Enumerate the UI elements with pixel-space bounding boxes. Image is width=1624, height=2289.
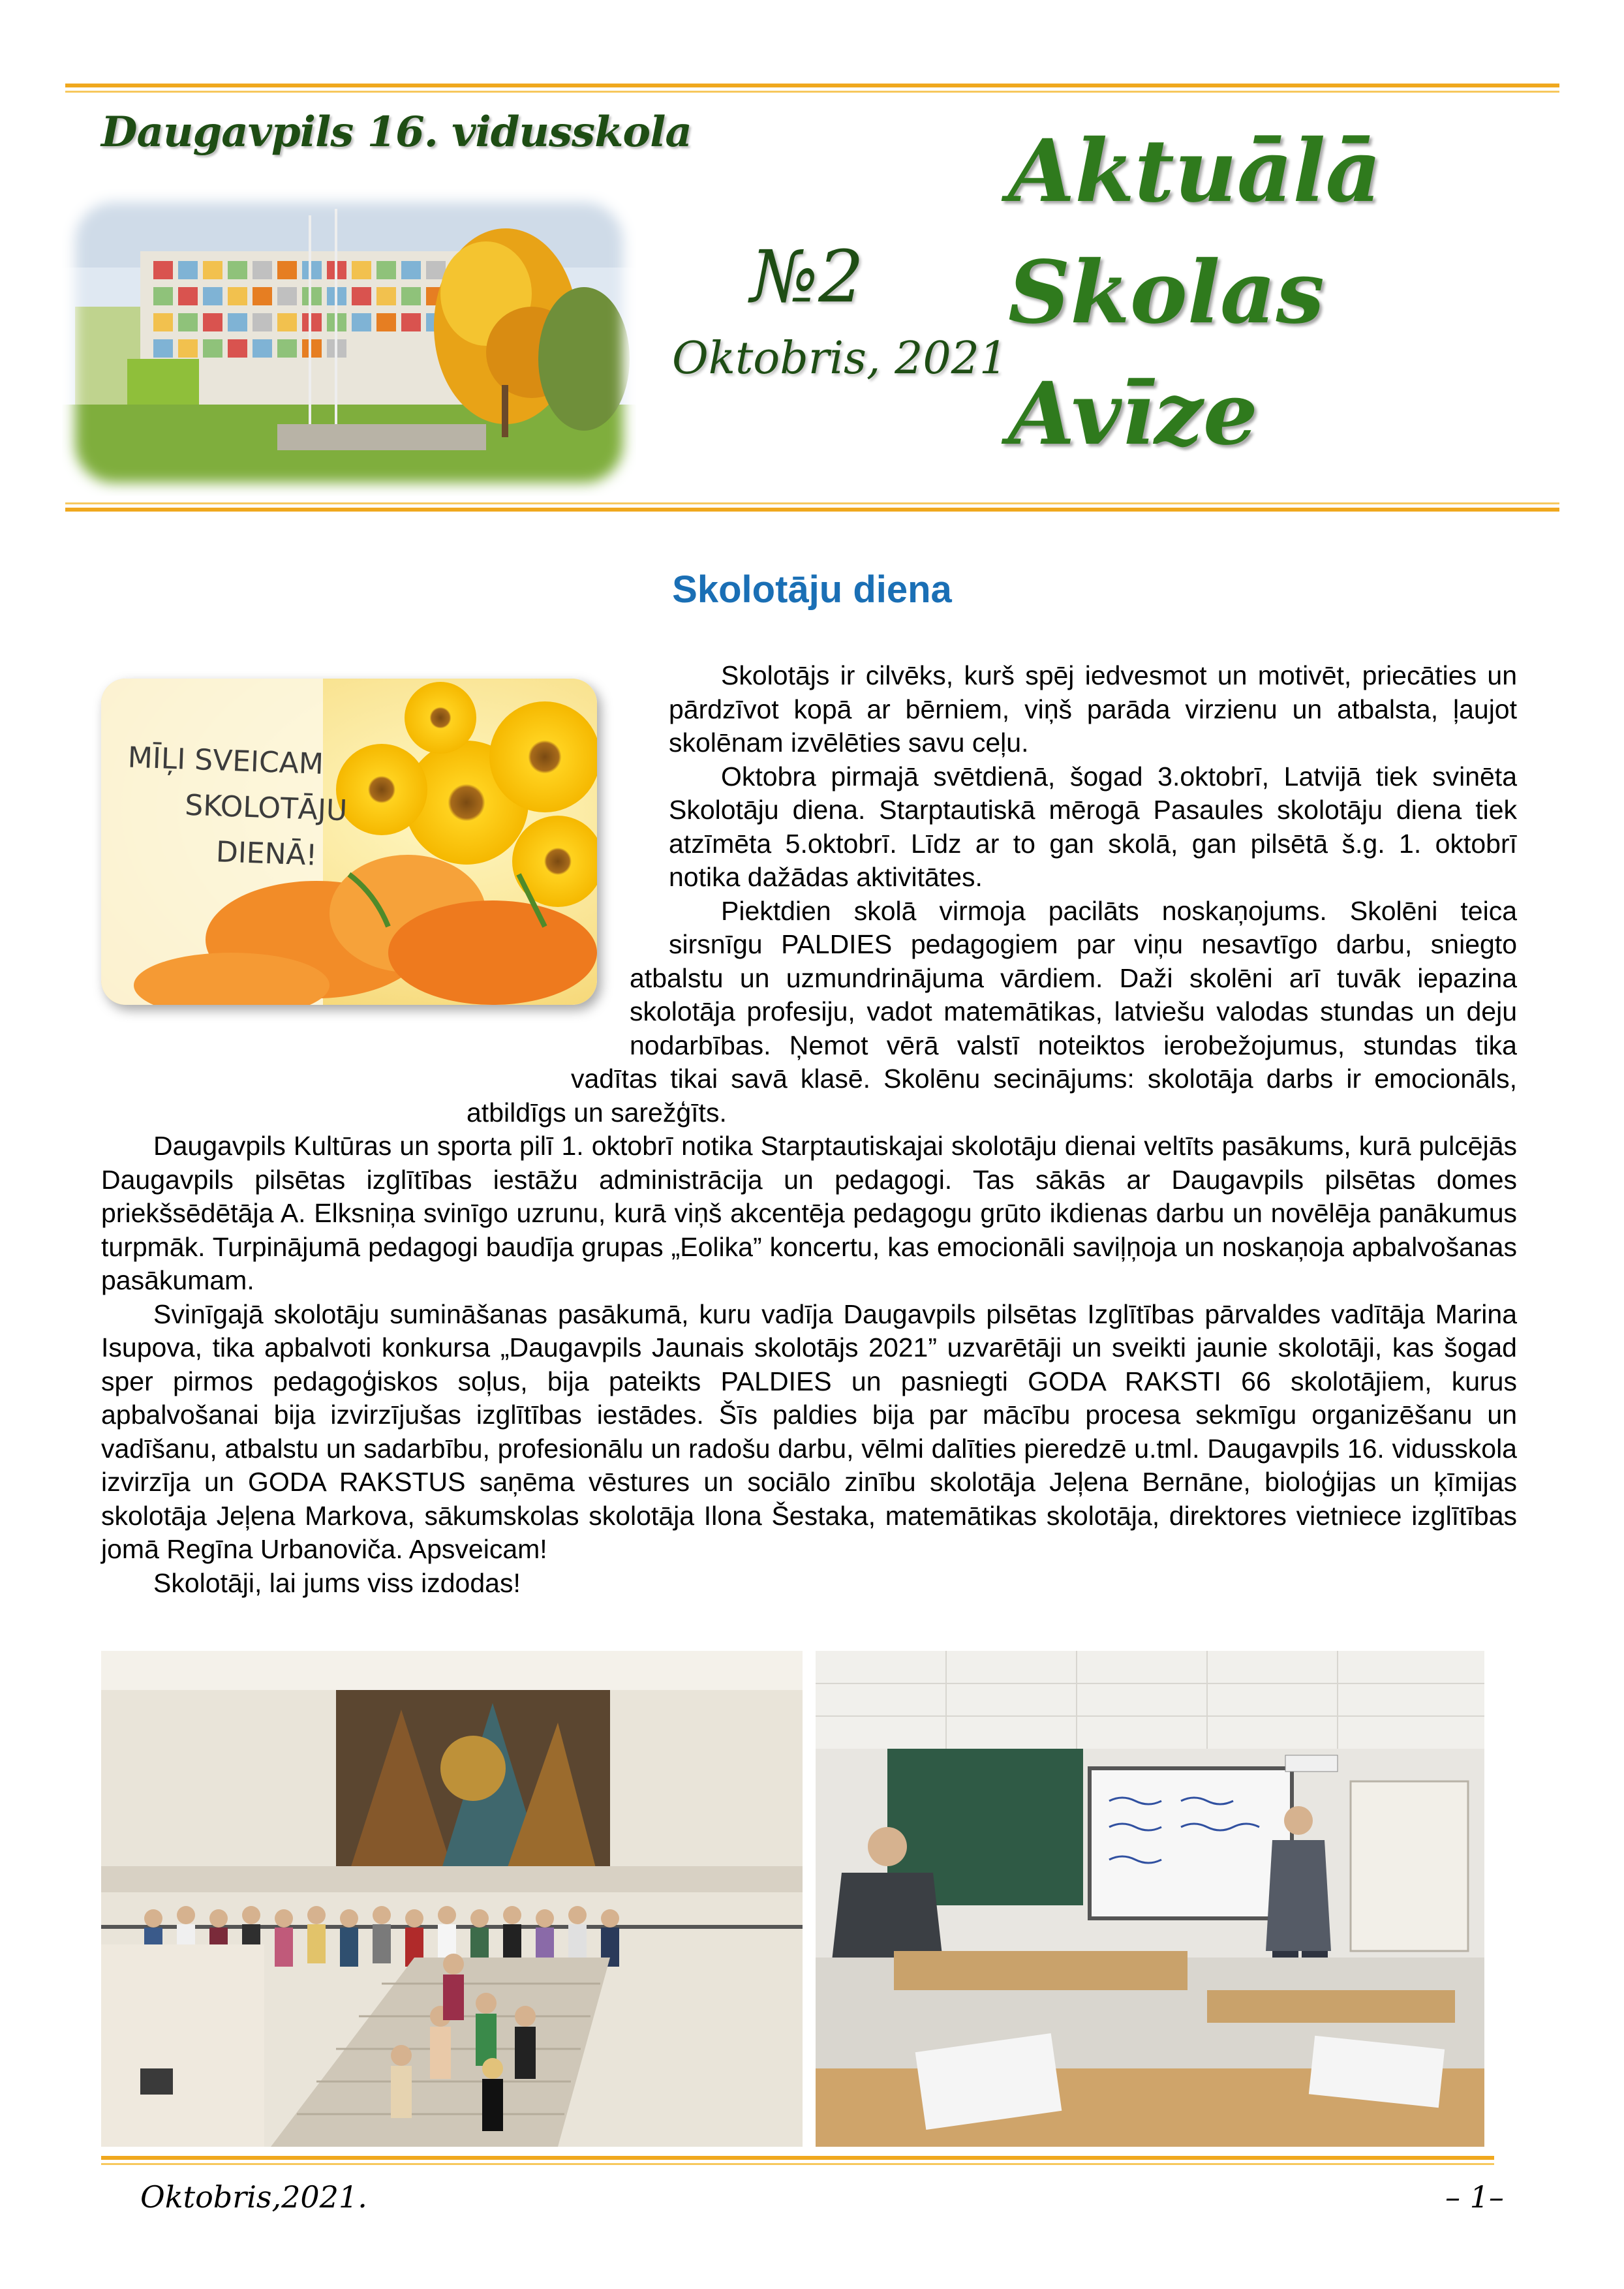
paragraph: Oktobra pirmajā svētdienā, šogad 3.oktobrī, Latvijā tiek svinēta Skolotāju diena. Starptautiskā mērogā Pasaules skolotāju diena tiek atzīmēta 5.oktobrī. Līdz ar to gan skolā, gan pilsētā š.g. 1. oktobrī notika dažādas aktivitātes. — [669, 761, 1517, 892]
school-building-photo — [62, 189, 636, 496]
masthead-divider — [65, 502, 1559, 512]
school-name: Daugavpils 16. vidusskola — [101, 108, 692, 157]
footer-date: Oktobris,2021. — [140, 2179, 367, 2215]
paragraph: Skolotājs ir cilvēks, kurš spēj iedvesmot un motivēt, priecāties un pārdzīvot kopā ar bērniem, viņš parāda virzienu un atbalsta, ļaujot skolēnam izvēlēties savu ceļu. — [669, 660, 1517, 758]
paragraph: Skolotāji, lai jums viss izdodas! — [153, 1567, 521, 1598]
footer-divider — [101, 2156, 1494, 2165]
issue-date: Oktobris, 2021 — [672, 333, 1008, 384]
card-text: MĪĻI SVEICAM — [127, 741, 324, 781]
paragraph: Svinīgajā skolotāju sumināšanas pasākumā, kuru vadīja Daugavpils pilsētas Izglītības pārvaldes vadītāja Marina Isupova, tika apbalvoti konkursa „Daugavpils Jaunais skolotājs 2021” uzvarētāji un sveikti jaunie skolotāji, kas šogad sper pirmos pedagoģiskos soļus, bija pateikts PALDIES un pasniegti GODA RAKSTI 66 skolotājiem, kurus apbalvošanai bija izvirzījušas izglītības iestādes. Šīs paldies bija par mācību procesa sekmīgu organizēšanu un vadīšanu, atbalstu un sadarbību, profesionālu un radošu darbu, vēlmi dalīties pieredzē u.tml. Daugavpils 16. vidusskola izvirzīja un GODA RAKSTUS saņēma vēstures un sociālo zinību skolotāja Jeļena Bernāne, bioloģijas un ķīmijas skolotāja Jeļena Markova, sākumskolas skolotāja Ilona Šestaka, matemātikas skolotāja, direktores vietniece izglītības jomā Regīna Urbanoviča. Apsveicam! — [101, 1298, 1517, 1564]
card-text: SKOLOTĀJU — [184, 788, 348, 828]
title-line: Aktuālā — [1008, 121, 1382, 222]
classroom-lesson-photo — [816, 1651, 1484, 2147]
issue-number: №2 — [750, 235, 865, 318]
top-divider — [65, 84, 1559, 93]
title-line: Avīze — [1008, 363, 1258, 465]
article-heading: Skolotāju diena — [672, 568, 952, 611]
group-photo-teachers-on-stairs — [101, 1651, 803, 2147]
card-text: DIENĀ! — [215, 835, 318, 872]
page-number: – 1– — [1445, 2179, 1504, 2215]
paragraph: Daugavpils Kultūras un sporta pilī 1. oktobrī notika Starptautiskajai skolotāju dienai veltīts pasākums, kurā pulcējās Daugavpils pilsētas izglītības iestāžu administrācija un pedagogi. Tas sākās ar Daugavpils pilsētas domes priekšsēdētāja A. Elksniņa svinīgo uzrunu, kurā viņš akcentēja pedagogu grūto ikdienas darbu un novēlēja panākumus turpmāk. Turpinājumā pedagogi baudīja grupas „Eolika” koncertu, kas emocionāli saviļņoja un noskaņoja apbalvošanas pasākumam. — [101, 1131, 1517, 1295]
newspaper-title — [1008, 111, 1381, 475]
paragraph: Piektdien skolā virmoja pacilāts noskaņojums. Skolēni teica sirsnīgu PALDIES pedagogiem par viņu nesavtīgo darbu, sniegto atbalstu un uzmundrinājuma vārdiem. Daži skolēni arī tuvāk iepazina skolotāja profesiju, vadot matemātikas, latviešu valodas stundas un deju nodarbības. Ņemot vērā valstī noteiktos ierobežojumus, stundas tika vadītas tikai savā klasē. Skolēnu secinājums: skolotāja darbs ir emocionāls, atbildīgs un sarežģīts. — [467, 895, 1517, 1128]
article-body — [101, 659, 1517, 1600]
title-line: Skolas — [1008, 242, 1325, 343]
